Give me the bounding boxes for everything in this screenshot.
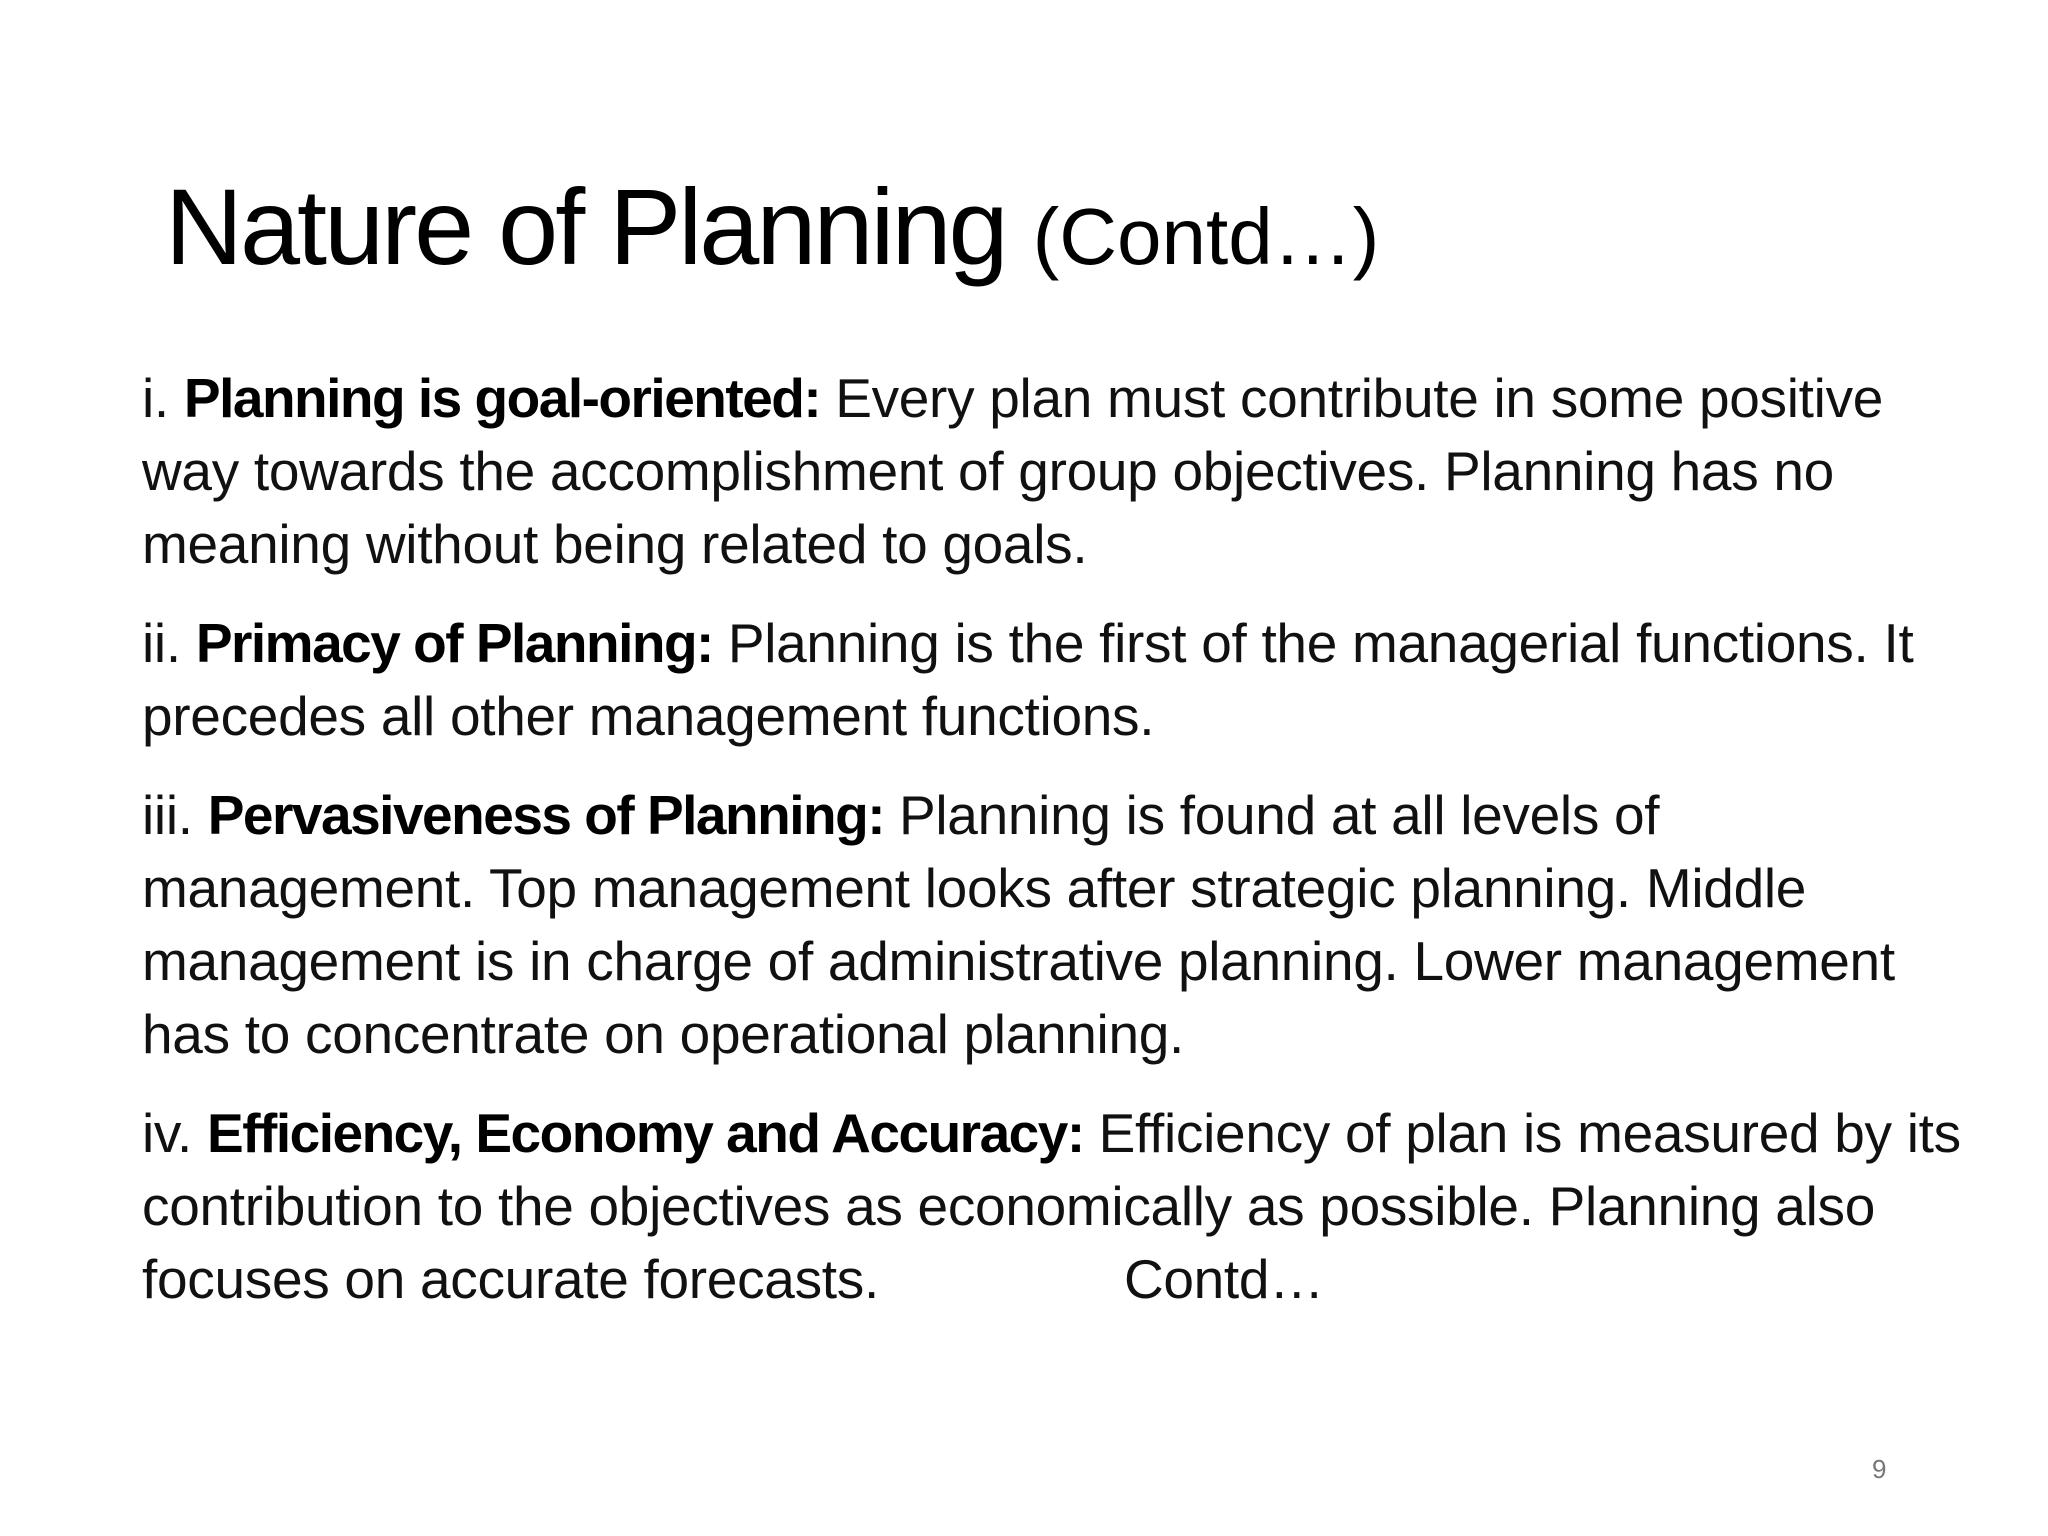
point-number: ii. — [142, 612, 181, 674]
point-text: Planning is found at all levels of management. Top management looks after strategic planning. Middle management is in charge of administrative planning. Lower management has to concentrate on operational planning. — [142, 784, 1895, 1065]
point-heading: Primacy of Planning: — [195, 612, 713, 674]
point-efficiency — [142, 1097, 1962, 1316]
slide-body — [142, 362, 1962, 1342]
point-heading: Efficiency, Economy and Accuracy: — [207, 1102, 1084, 1164]
point-number: iii. — [142, 784, 193, 846]
point-primacy — [142, 607, 1962, 753]
continued-marker: Contd… — [1123, 1248, 1324, 1310]
slide-title-continued: (Contd…) — [1032, 192, 1380, 281]
point-number: i. — [142, 367, 169, 429]
slide-title — [165, 168, 1379, 287]
point-text: Planning is the first of the managerial functions. It precedes all other management functions. — [142, 612, 1914, 747]
point-pervasiveness — [142, 779, 1962, 1071]
page-number: 9 — [1872, 1454, 1887, 1484]
point-number: iv. — [142, 1102, 193, 1164]
point-heading: Planning is goal-oriented: — [183, 367, 821, 429]
slide-title-main: Nature of Planning — [165, 166, 1006, 287]
point-text: Every plan must contribute in some positive way towards the accomplishment of group objectives. Planning has no meaning without being related to goals. — [142, 367, 1884, 575]
point-heading: Pervasiveness of Planning: — [207, 784, 885, 846]
point-text: Efficiency of plan is measured by its contribution to the objectives as economically as possible. Planning also focuses on accurate forecasts. — [142, 1102, 1961, 1310]
point-goal-oriented — [142, 362, 1962, 581]
